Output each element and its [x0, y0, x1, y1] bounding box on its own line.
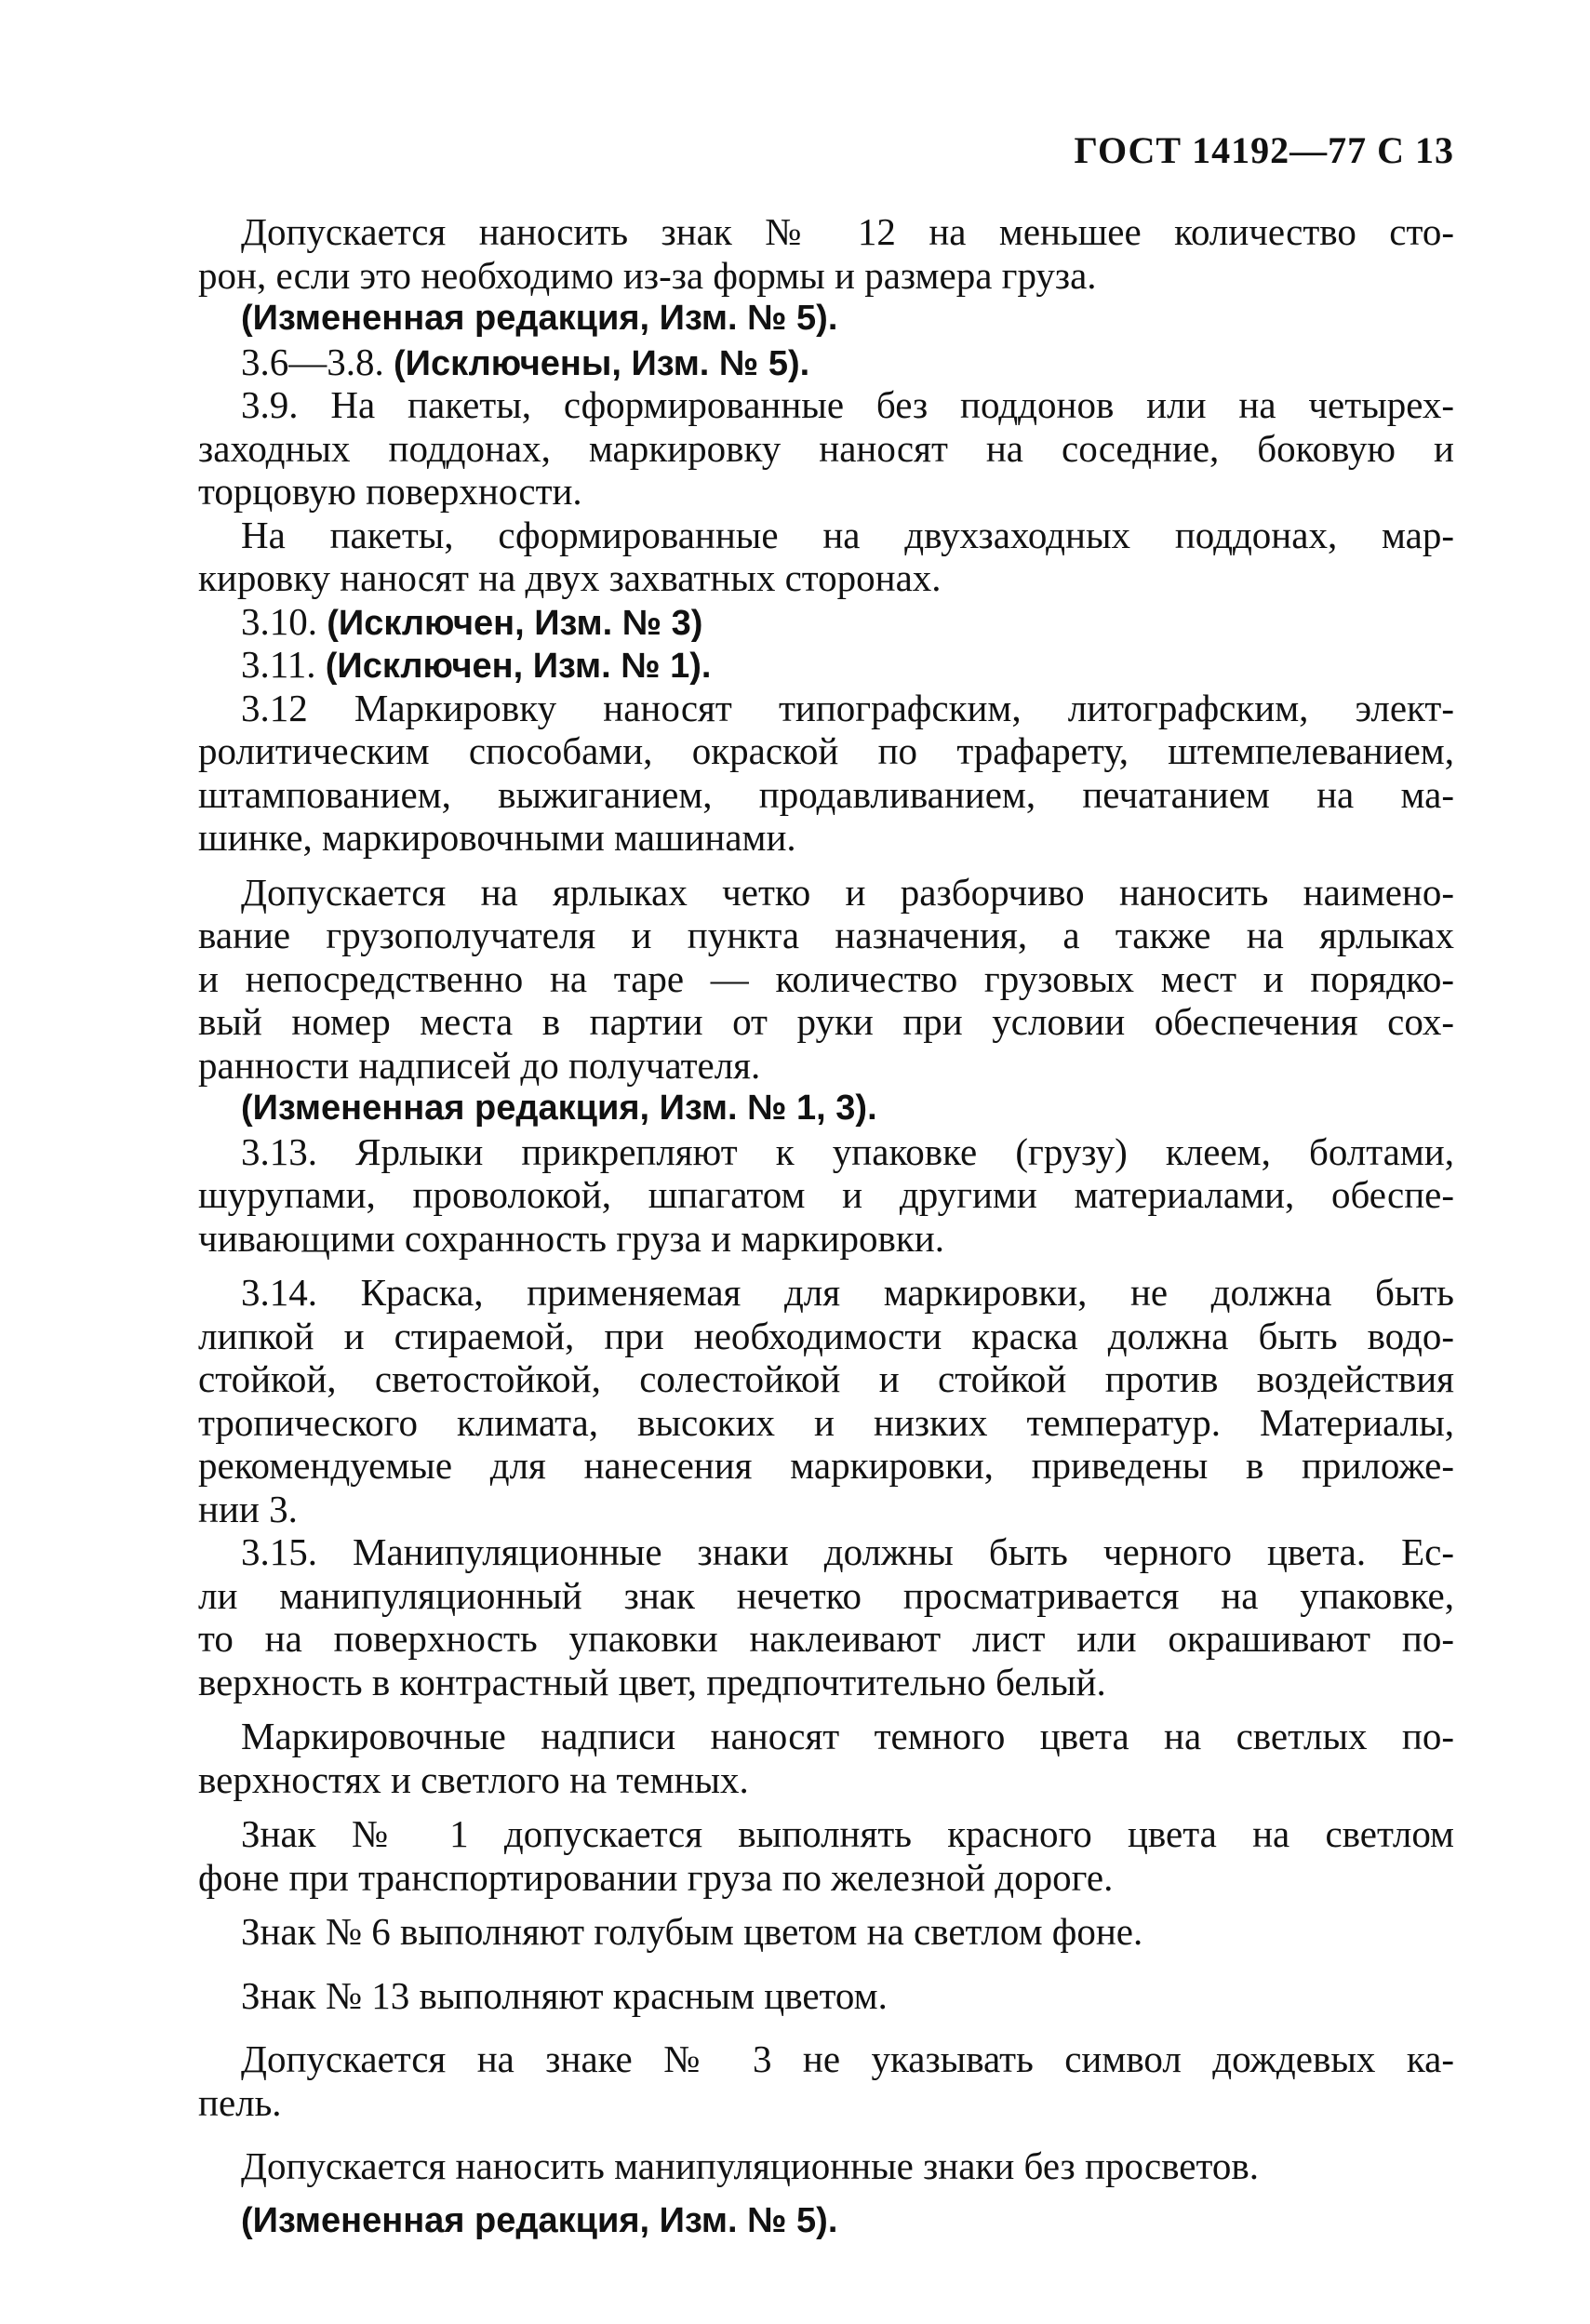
text-line: стойкой, светостойкой, солестойкой и стойкой против воздействия	[198, 1357, 1454, 1400]
text-line: 3.12 Маркировку наносят типографским, литографским, элект-	[241, 686, 1454, 729]
text-line: верхностях и светлого на темных.	[198, 1757, 749, 1801]
amendment-note: (Измененная редакция, Изм. № 5).	[241, 299, 838, 338]
text-line: то на поверхность упаковки наклеивают лист или окрашивают по-	[198, 1617, 1454, 1660]
text-line: Знак № 1 допускается выполнять красного цвета на светлом	[241, 1812, 1454, 1855]
text-line: 3.14. Краска, применяемая для маркировки, не должна быть	[241, 1271, 1454, 1314]
text-line: вый номер места в партии от руки при условии обеспечения сох-	[198, 1000, 1454, 1043]
text-line: 3.9. На пакеты, сформированные без поддонов или на четырех-	[241, 383, 1454, 426]
text-line: Знак № 13 выполняют красным цветом.	[241, 1973, 888, 2017]
clause-3-6-3-8	[198, 341, 1454, 384]
text-line: нии 3.	[198, 1487, 298, 1530]
text-line: Допускается на ярлыках четко и разборчиво наносить наимено-	[241, 870, 1454, 914]
text-line: ли манипуляционный знак нечетко просматривается на упаковке,	[198, 1573, 1454, 1617]
text-line: Знак № 6 выполняют голубым цветом на светлом фоне.	[241, 1910, 1143, 1953]
text-line: шинке, маркировочными машинами.	[198, 816, 796, 859]
amendment-note: (Измененная редакция, Изм. № 5).	[241, 2200, 838, 2240]
text-line: липкой и стираемой, при необходимости краска должна быть водо-	[198, 1314, 1454, 1357]
page-header: ГОСТ 14192—77 С 13	[1074, 129, 1454, 171]
clause-status: (Исключен, Изм. № 3)	[327, 603, 703, 643]
clause-number: 3.10.	[241, 599, 327, 643]
text-line: верхность в контрастный цвет, предпочтительно белый.	[198, 1660, 1106, 1703]
text-line: и непосредственно на таре — количество грузовых мест и порядко-	[198, 956, 1454, 1000]
text-line: На пакеты, сформированные на двухзаходных поддонах, мар-	[241, 513, 1454, 556]
text-line: штампованием, выжиганием, продавливанием, печатанием на ма-	[198, 772, 1454, 816]
clause-3-11	[198, 643, 1454, 687]
clause-3-10	[198, 600, 1454, 644]
text-line: 3.13. Ярлыки прикрепляют к упаковке (грузу) клеем, болтами,	[241, 1129, 1454, 1173]
text-line: ролитическим способами, окраской по трафарету, штемпелеванием,	[198, 729, 1454, 772]
text-line: чивающими сохранность груза и маркировки.	[198, 1216, 945, 1260]
text-line: фоне при транспортировании груза по железной дороге.	[198, 1855, 1114, 1899]
text-line: пель.	[198, 2080, 282, 2124]
clause-number: 3.11.	[241, 643, 326, 686]
document-body	[198, 210, 1454, 2242]
text-line: вание грузополучателя и пункта назначения, а также на ярлыках	[198, 914, 1454, 956]
text-line: рон, если это необходимо из-за формы и размера груза.	[198, 253, 1097, 297]
text-line: шурупами, проволокой, шпагатом и другими материалами, обеспе-	[198, 1173, 1454, 1216]
text-line: Допускается на знаке № 3 не указывать символ дождевых ка-	[241, 2037, 1454, 2080]
text-line: Допускается наносить знак № 12 на меньшее количество сто-	[241, 210, 1454, 253]
text-line: заходных поддонах, маркировку наносят на соседние, боковую и	[198, 426, 1454, 470]
clause-status: (Исключены, Изм. № 5).	[394, 343, 810, 383]
amendment-note: (Измененная редакция, Изм. № 1, 3).	[241, 1089, 877, 1128]
clause-status: (Исключен, Изм. № 1).	[325, 647, 712, 686]
text-line: кировку наносят на двух захватных сторонах.	[198, 556, 942, 599]
text-line: 3.15. Манипуляционные знаки должны быть черного цвета. Ес-	[241, 1530, 1454, 1573]
text-line: тропического климата, высоких и низких температур. Материалы,	[198, 1400, 1454, 1444]
text-line: торцовую поверхности.	[198, 470, 582, 513]
text-line: Маркировочные надписи наносят темного цвета на светлых по-	[241, 1715, 1454, 1757]
clause-number: 3.6—3.8.	[241, 340, 394, 383]
text-line: рекомендуемые для нанесения маркировки, приведены в приложе-	[198, 1444, 1454, 1487]
text-line: ранности надписей до получателя.	[198, 1043, 761, 1087]
text-line: Допускается наносить манипуляционные знаки без просветов.	[241, 2144, 1259, 2187]
